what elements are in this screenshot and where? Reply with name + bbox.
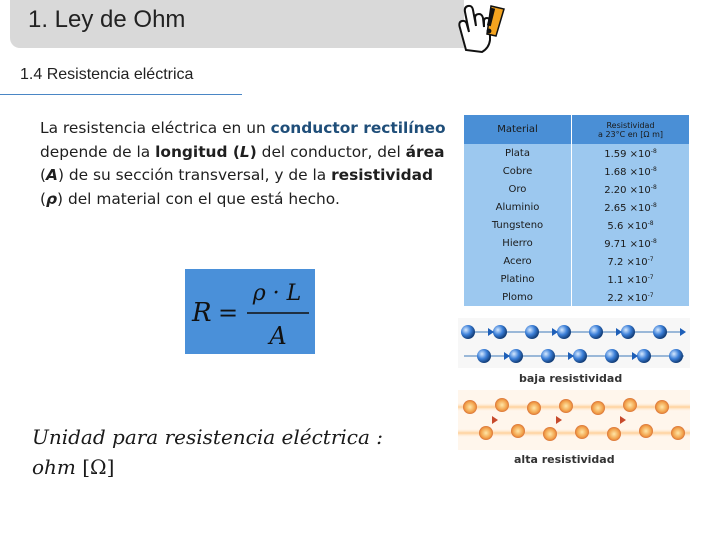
hand-pointing-exclamation-icon — [452, 0, 506, 58]
subtitle-underline — [0, 94, 242, 95]
high-resistivity-lattice — [458, 390, 690, 450]
table-row: Hierro $9.71 \times 10^{-8}$ — [464, 234, 690, 252]
table-row: Platino $1.1 \times 10^{-7}$ — [464, 270, 690, 288]
header-material: Material — [464, 115, 572, 144]
table-header-row — [464, 115, 690, 144]
formula-denominator: A — [269, 322, 287, 350]
unit-line-2: ohm [Ω] — [32, 455, 115, 479]
resistance-formula — [185, 269, 315, 354]
table-row: Cobre $1.68 \times 10^{-8}$ — [464, 162, 690, 180]
table-row: Oro $2.20 \times 10^{-8}$ — [464, 180, 690, 198]
formula-numerator: ρ · L — [252, 281, 302, 306]
slide-title: 1. Ley de Ohm — [28, 6, 186, 33]
table-row: Plomo $2.2 \times 10^{-7}$ — [464, 288, 690, 306]
table-row: Acero $7.2 \times 10^{-7}$ — [464, 252, 690, 270]
low-resistivity-lattice — [458, 318, 690, 368]
header-resistivity: Resistividad a 23°C en [Ω m] — [572, 115, 690, 144]
table-row: Aluminio $2.65 \times 10^{-8}$ — [464, 198, 690, 216]
resistivity-table — [464, 115, 690, 306]
section-subtitle: 1.4 Resistencia eléctrica — [20, 66, 194, 83]
caption-low-resistivity: baja resistividad — [519, 372, 623, 385]
table-row: Plata $1.59 \times 10^{-8}$ — [464, 144, 690, 162]
resistivity-illustration — [458, 318, 690, 468]
resistance-description: La resistencia eléctrica en un conductor rectilíneo depende de la longitud (L) del conductor, del área (A) de su sección transversal, y de la resistividad (ρ) del material con el que está hecho. — [40, 119, 446, 208]
caption-high-resistivity: alta resistividad — [514, 453, 615, 466]
unit-statement — [32, 422, 383, 482]
table-row: Tungsteno $5.6 \times 10^{-8}$ — [464, 216, 690, 234]
formula-lhs: R — [192, 298, 212, 328]
unit-line-1: Unidad para resistencia eléctrica : — [32, 425, 384, 449]
formula-equals: = — [218, 299, 239, 327]
